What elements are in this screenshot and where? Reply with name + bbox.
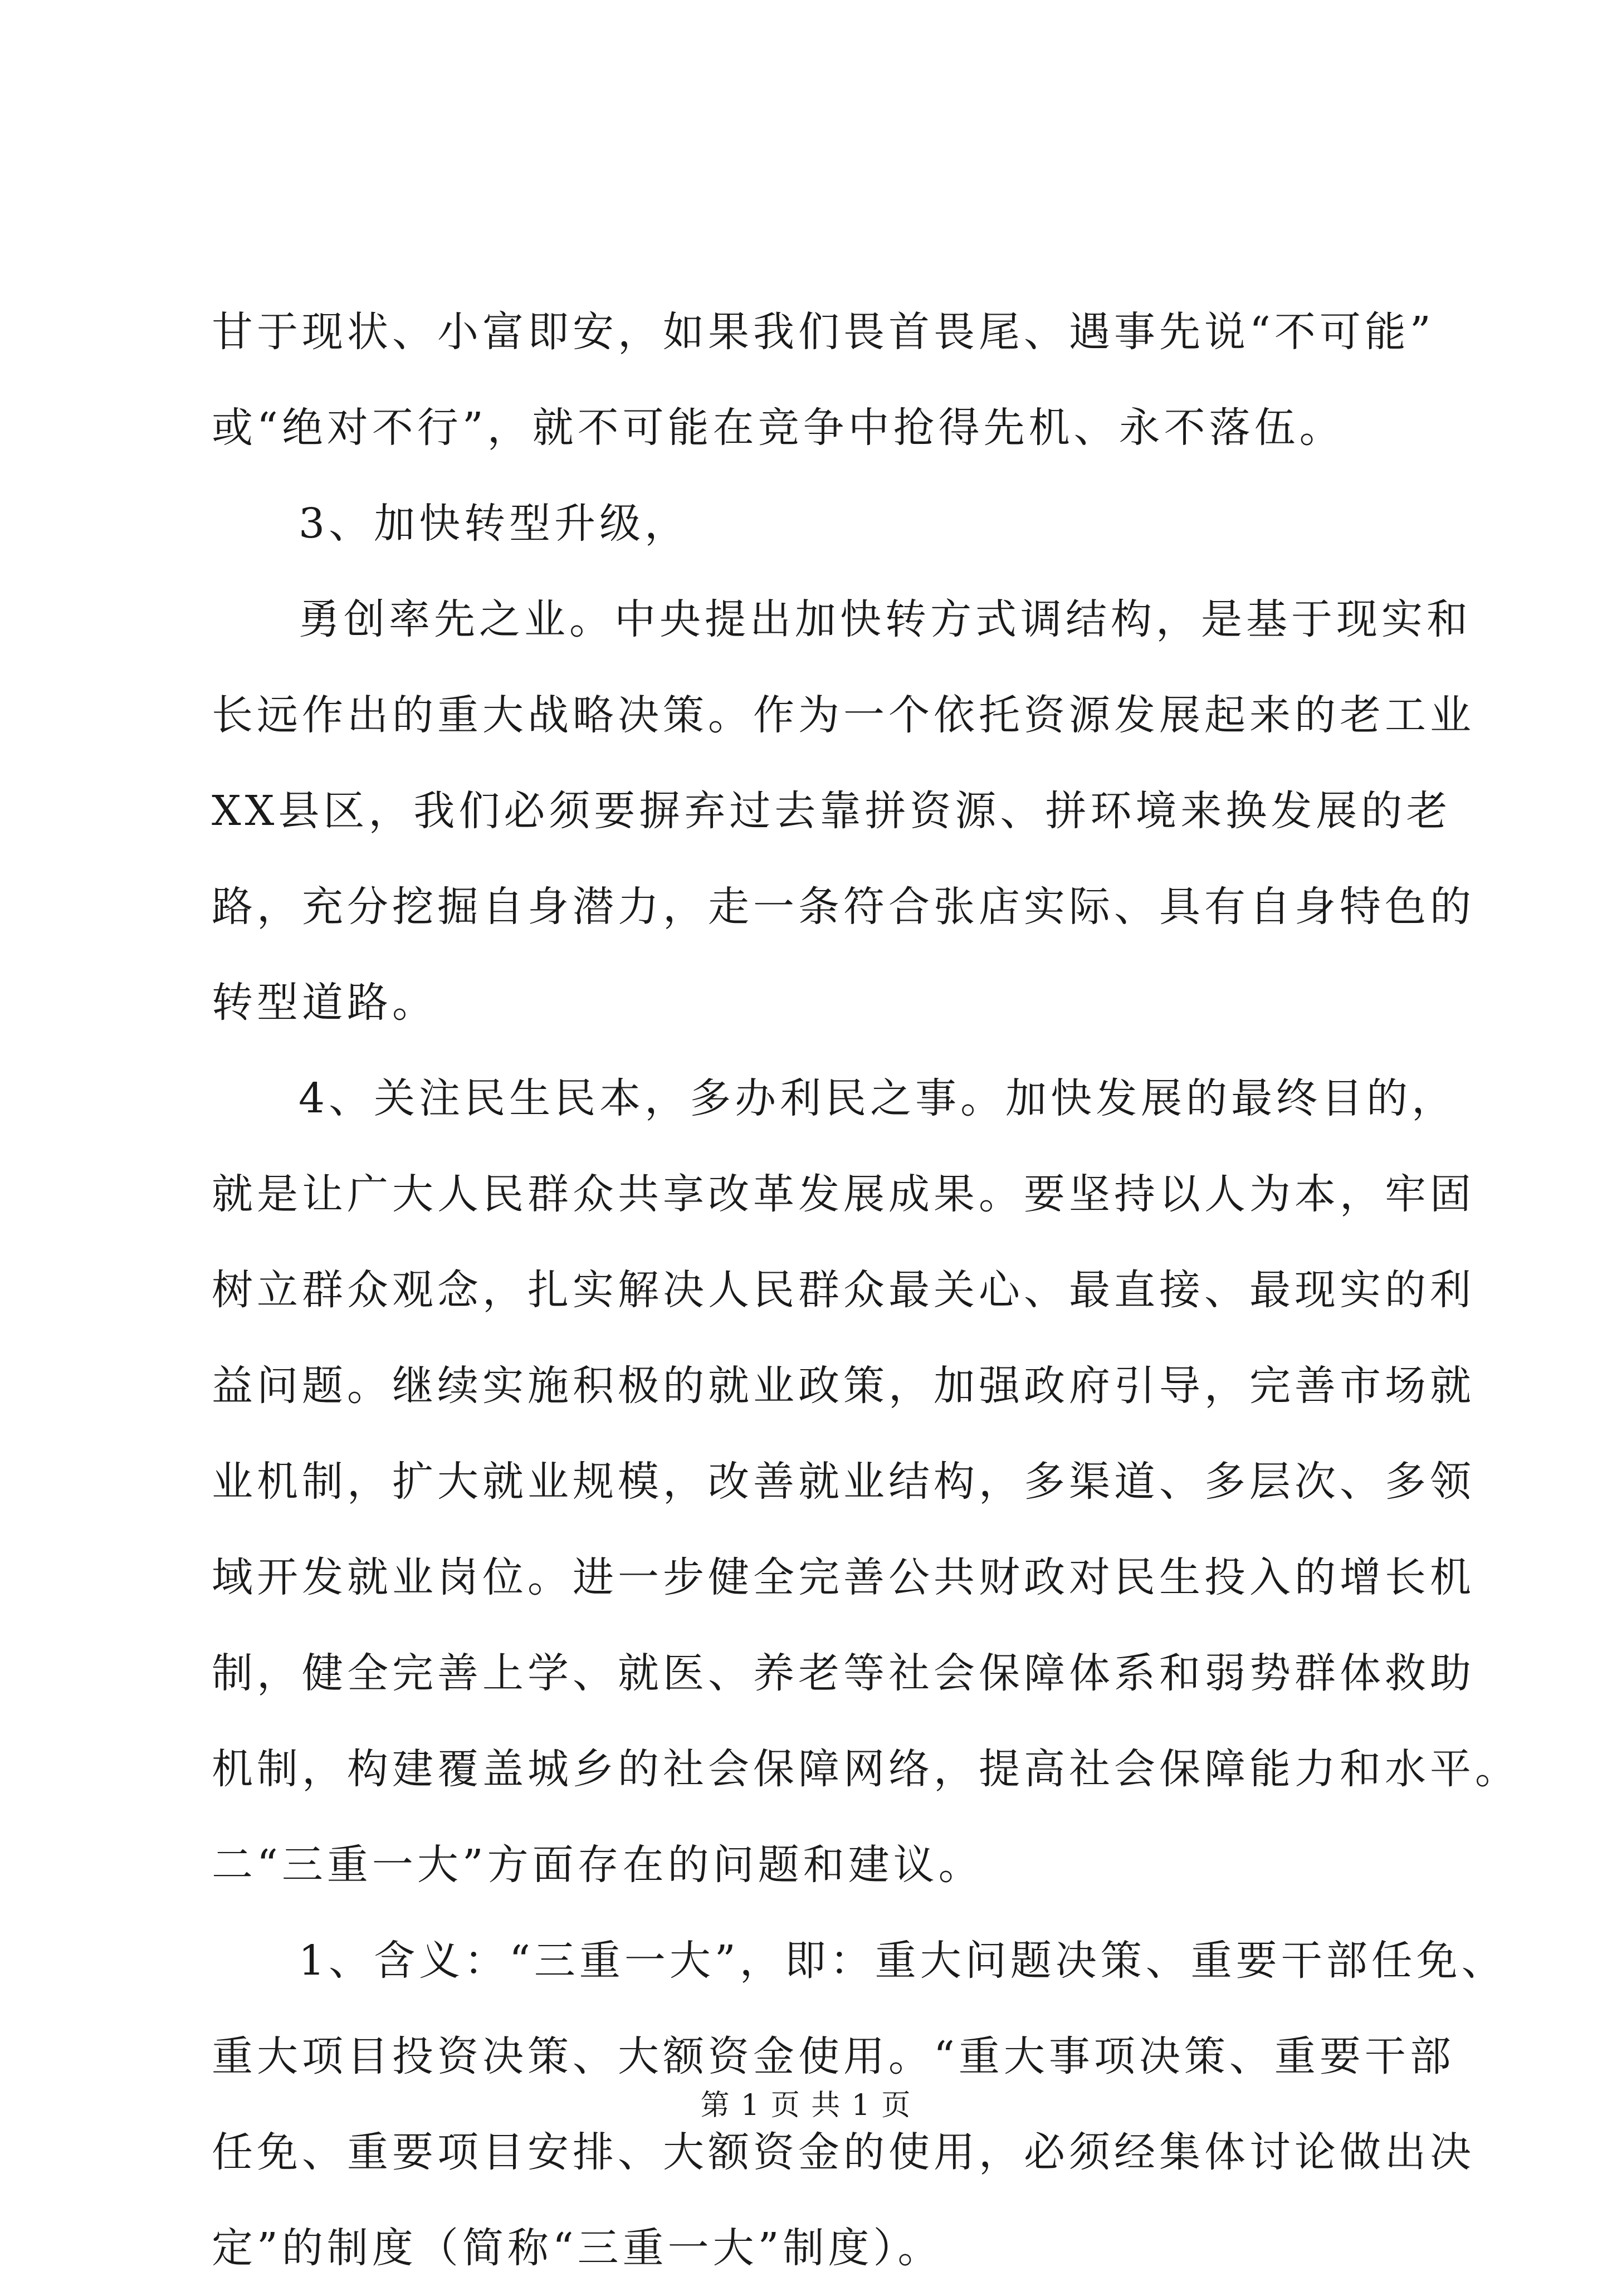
text-line: 业机制，扩大就业规模，改善就业结构，多渠道、多层次、多领 — [212, 1458, 1475, 1506]
section-heading-4: 4、关注民生民本，多办利民之事。加快发展的最终目的， — [299, 1074, 1457, 1122]
text-line: 1、含义：“三重一大”，即：重大问题决策、重要干部任免、 — [299, 1937, 1507, 1985]
text-line: 域开发就业岗位。进一步健全完善公共财政对民生投入的增长机 — [212, 1554, 1475, 1601]
text-line: 甘于现状、小富即安，如果我们畏首畏尾、遇事先说“不可能” — [212, 308, 1435, 356]
text-line: 重大项目投资决策、大额资金使用。“重大事项决策、重要干部 — [212, 2033, 1455, 2080]
text-line: 定”的制度（简称“三重一大”制度）。 — [212, 2224, 943, 2272]
text-line: 机制，构建覆盖城乡的社会保障网络，提高社会保障能力和水平。 — [212, 1745, 1520, 1793]
text-line: XX县区，我们必须要摒弃过去靠拼资源、拼环境来换发展的老 — [212, 787, 1452, 835]
text-line: 就是让广大人民群众共享改革发展成果。要坚持以人为本，牢固 — [212, 1170, 1475, 1218]
text-line: 转型道路。 — [212, 979, 437, 1027]
text-line: 益问题。继续实施积极的就业政策，加强政府引导，完善市场就 — [212, 1362, 1475, 1410]
section-heading-3: 3、加快转型升级， — [299, 500, 690, 548]
section-heading-2: 二“三重一大”方面存在的问题和建议。 — [212, 1841, 984, 1889]
text-line: 树立群众观念，扎实解决人民群众最关心、最直接、最现实的利 — [212, 1266, 1475, 1314]
page-footer — [0, 2083, 1612, 2128]
page-number: 第 1 页 共 1 页 — [700, 2089, 912, 2122]
text-line: 制，健全完善上学、就医、养老等社会保障体系和弱势群体救助 — [212, 1649, 1475, 1697]
document-body — [212, 284, 1520, 2296]
text-line: 任免、重要项目安排、大额资金的使用，必须经集体讨论做出决 — [212, 2128, 1475, 2176]
text-line: 勇创率先之业。中央提出加快转方式调结构，是基于现实和 — [299, 595, 1472, 643]
text-line: 路，充分挖掘自身潜力，走一条符合张店实际、具有自身特色的 — [212, 883, 1475, 931]
text-line: 长远作出的重大战略决策。作为一个依托资源发展起来的老工业 — [212, 691, 1475, 739]
text-line: 或“绝对不行”，就不可能在竞争中抢得先机、永不落伍。 — [212, 404, 1345, 452]
